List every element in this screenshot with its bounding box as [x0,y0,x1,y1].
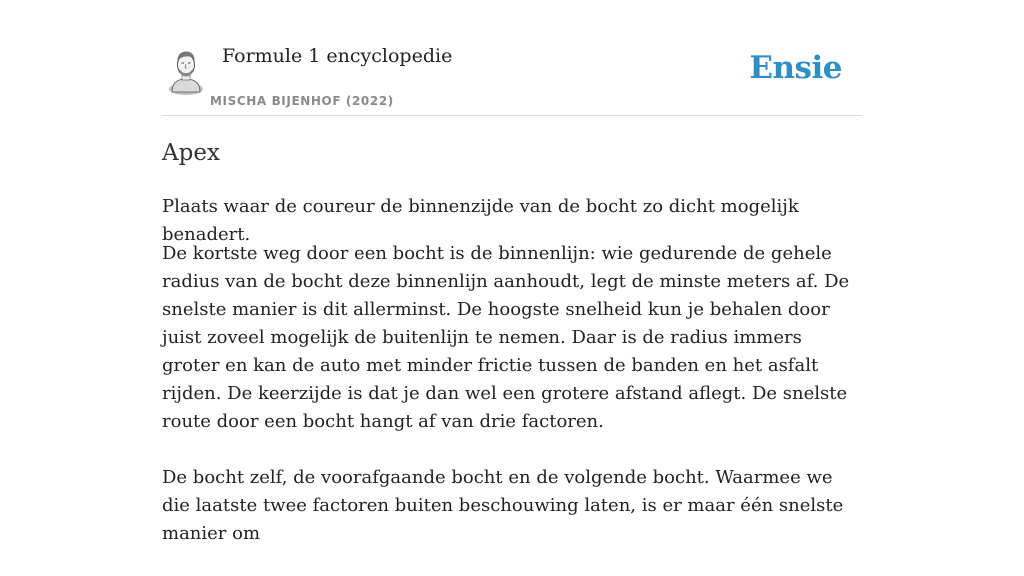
source-header [162,0,862,116]
source-author[interactable]: MISCHA BIJENHOF (2022) [210,94,394,108]
entry-term: Apex [162,140,220,166]
ensie-logo[interactable]: Ensie [749,50,842,86]
entry-paragraph: De bocht zelf, de voorafgaande bocht en de volgende bocht. Waarmee we die laatste twee factoren buiten beschouwing laten, is er maar één snelste manier om [162,467,844,544]
entry-definition: Plaats waar de coureur de binnenzijde van de bocht zo dicht mogelijk benadert. [162,196,799,245]
entry-body [162,240,862,576]
page [162,0,862,544]
source-title[interactable]: Formule 1 encyclopedie [222,45,453,67]
author-portrait-icon [166,48,206,92]
entry-paragraph: De kortste weg door een bocht is de binnenlijn: wie gedurende de gehele radius van de bocht deze binnenlijn aanhoudt, legt de minste meters af. De snelste manier is dit allerminst. De hoogste snelheid kun je behalen door juist zoveel mogelijk de buitenlijn te nemen. Daar is de radius immers groter en kan de auto met minder frictie tussen de banden en het asfalt rijden. De keerzijde is dat je dan wel een grotere afstand aflegt. De snelste route door een bocht hangt af van drie factoren. [162,243,850,432]
